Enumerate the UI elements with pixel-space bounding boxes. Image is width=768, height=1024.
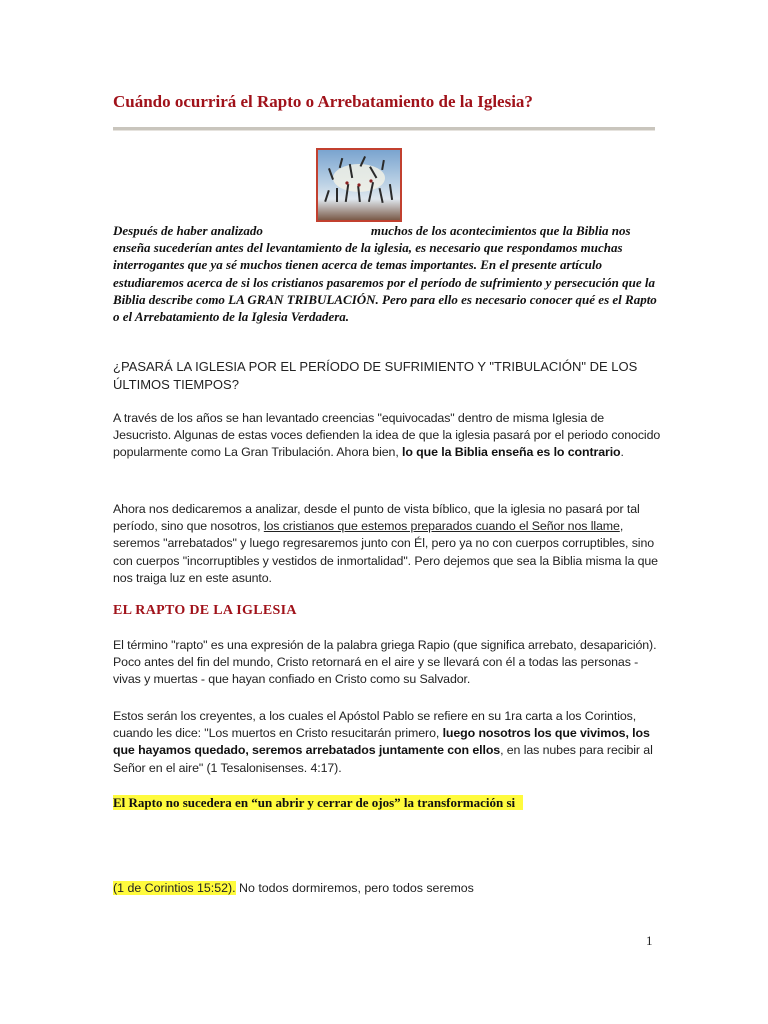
paragraph-text-2: , en las nubes para recibir al Señor en el aire" (1 Tesalonisenses. 4:17).: [113, 743, 653, 775]
question-heading: ¿PASARÁ LA IGLESIA POR EL PERÍODO DE SUFRIMIENTO Y "TRIBULACIÓN" DE LOS ÚLTIMOS TIEMPOS?: [113, 359, 638, 392]
paragraph-bold: lo que la Biblia enseña es lo contrario: [402, 445, 621, 460]
rapture-illustration: [316, 148, 402, 222]
paragraph-beliefs: [113, 410, 661, 462]
paragraph-analysis: [113, 501, 661, 587]
paragraph-text-2: , seremos "arrebatados" y luego regresaremos junto con Él, pero ya no con cuerpos corruptibles, sino con cuerpos "incorruptibles y vestidos de inmortalidad". Pero dejemos que sea la Biblia misma la que nos traiga luz en este asunto.: [113, 519, 658, 585]
intro-text-start: Después de haber analizado: [113, 223, 263, 238]
section-heading: EL RAPTO DE LA IGLESIA: [113, 603, 297, 618]
paragraph-bold: luego nosotros los que vivimos, los que hayamos quedado, seremos arrebatados juntamente con ellos: [113, 726, 650, 758]
paragraph-rapto-definition: El término "rapto" es una expresión de la palabra griega Rapio (que significa arrebato, desaparición). Poco antes del fin del mundo, Cristo retornará en el aire y se llevará con él a todas las personas - vivas y muertas - que hayan confiado en Cristo como su Salvador.: [113, 638, 657, 687]
paragraph-corintios: [113, 708, 661, 777]
highlighted-statement: [113, 795, 523, 811]
final-line-text: No todos dormiremos, pero todos seremos: [235, 881, 474, 895]
paragraph-text: A través de los años se han levantado creencias "equivocadas" dentro de misma Iglesia de Jesucristo. Algunas de estas voces defienden la idea de que la iglesia pasará por el periodo conocido popularmente como La Gran Tribulación. Ahora bien,: [113, 411, 661, 460]
paragraph-text: Estos serán los creyentes, a los cuales el Apóstol Pablo se refiere en su 1ra carta a los Corintios, cuando les dice: "Los muertos en Cristo resucitarán primero,: [113, 709, 637, 741]
underlined-phrase: los cristianos que estemos preparados cuando el Señor nos llame: [263, 519, 620, 534]
page-number: 1: [646, 933, 653, 948]
paragraph-text: Ahora nos dedicaremos a analizar, desde el punto de vista bíblico, que la iglesia no pasará por tal período, sino que nosotros,: [113, 502, 640, 534]
final-line: [113, 881, 474, 895]
highlighted-text: El Rapto no sucedera en “un abrir y cerrar de ojos” la transformación si: [113, 795, 523, 810]
highlighted-reference: (1 de Corintios 15:52).: [113, 881, 236, 895]
paragraph-end: .: [620, 445, 624, 460]
horizontal-rule: [113, 127, 655, 131]
article-title: Cuándo ocurrirá el Rapto o Arrebatamiento de la Iglesia?: [113, 92, 533, 111]
intro-paragraph: [113, 222, 658, 325]
intro-text-rest: muchos de los acontecimientos que la Biblia nos enseña sucederían antes del levantamiento de la iglesia, es necesario que respondamos muchas interrogantes que ya sé muchos tienen acerca de temas importantes. En el presente artículo estudiaremos acerca de si los cristianos pasaremos por el período de sufrimiento y persecución que la Biblia describe como LA GRAN TRIBULACIÓN. Pero para ello es necesario conocer qué es el Rapto o el Arrebatamiento de la Iglesia Verdadera.: [113, 223, 657, 325]
